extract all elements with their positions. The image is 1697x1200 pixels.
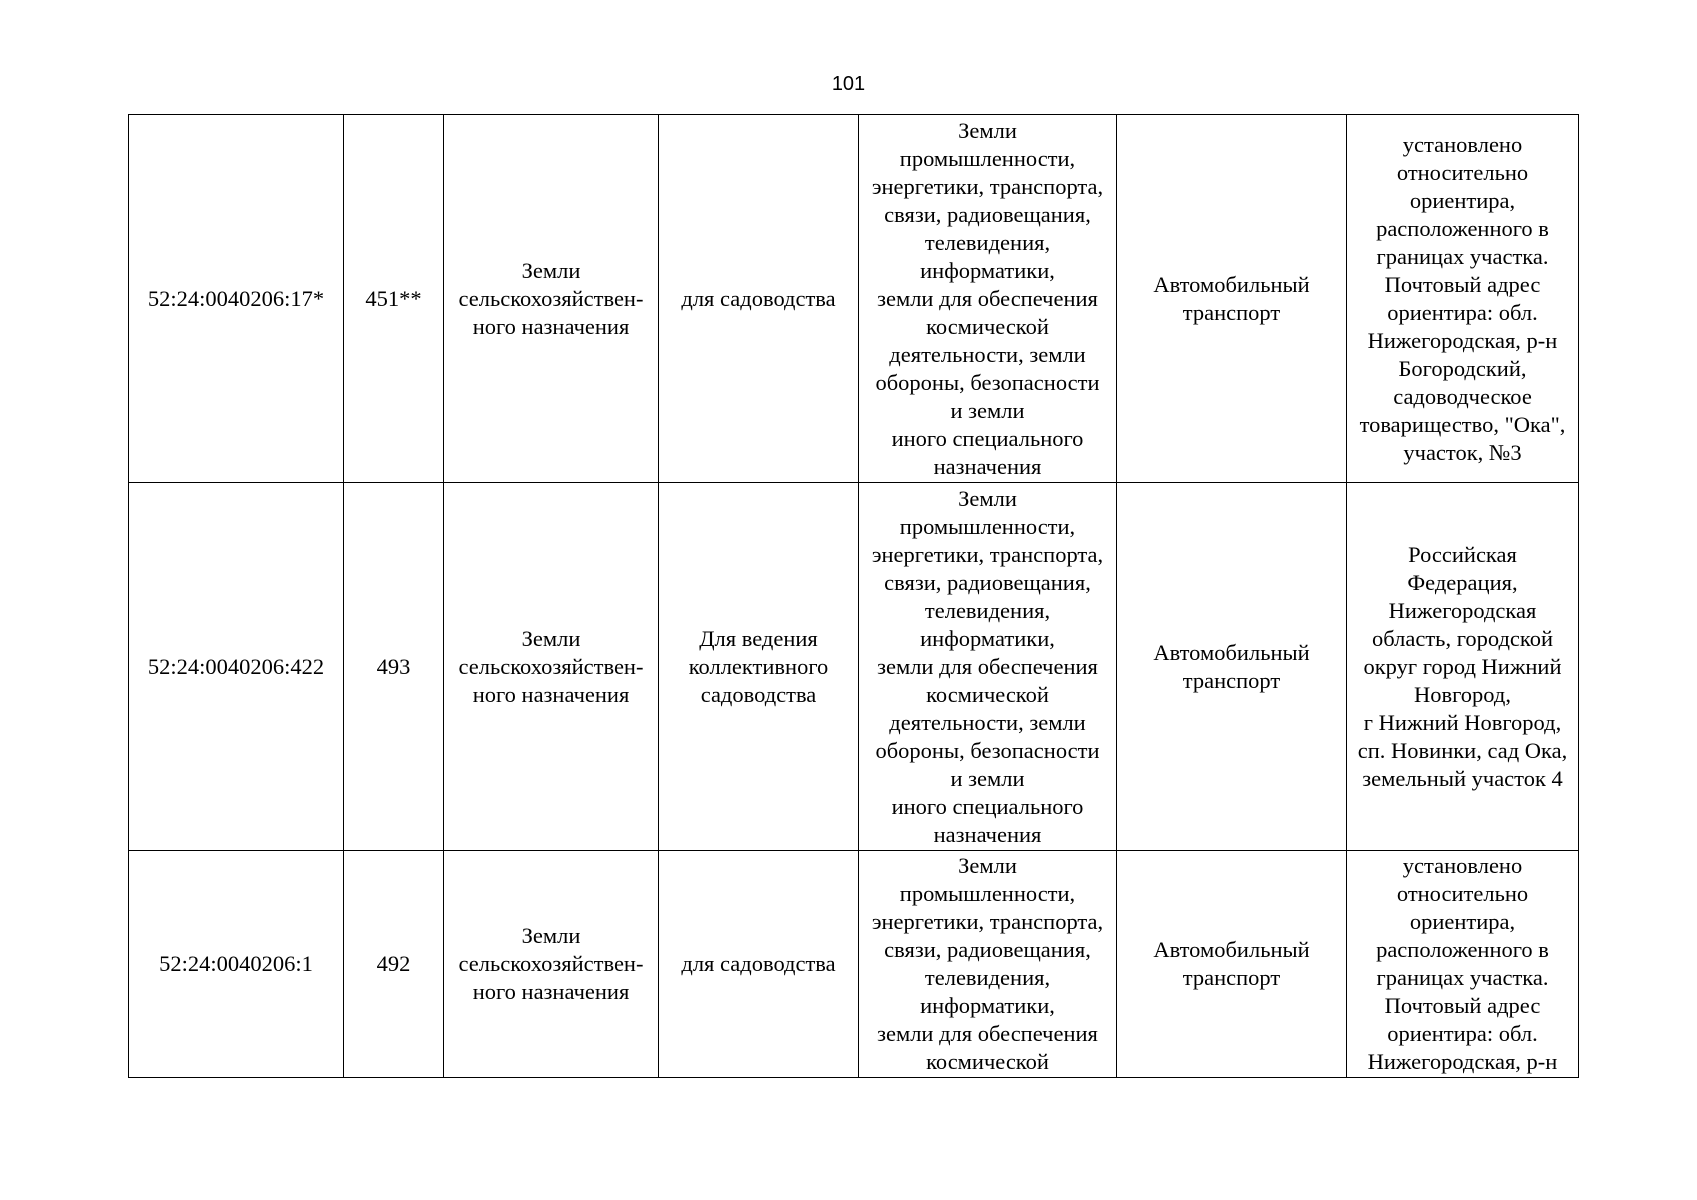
- permitted-use-cell-line: садоводства: [700, 681, 817, 707]
- address-cell-line: участок, №3: [1403, 439, 1522, 465]
- adjacent-category-cell-line: обороны, безопасности: [875, 369, 1100, 395]
- permitted-use-cell-line: коллективного: [688, 653, 829, 679]
- address-cell: [1347, 483, 1579, 851]
- adjacent-category-cell-line: иного специального: [891, 793, 1084, 819]
- adjacent-category-cell-line: телевидения,: [924, 965, 1051, 990]
- address-cell-line: г Нижний Новгород,: [1363, 709, 1562, 735]
- adjacent-category-cell-line: связи, радиовещания,: [884, 201, 1091, 227]
- adjacent-category-cell-line: иного специального: [891, 425, 1084, 451]
- area-cell-line: 492: [376, 951, 411, 976]
- address-cell-line: ориентира: обл.: [1387, 299, 1538, 325]
- land-category-cell-line: Земли: [521, 625, 581, 651]
- adjacent-category-cell-line: земли для обеспечения: [877, 1021, 1098, 1046]
- cadastral-number-cell: [129, 115, 344, 483]
- transport-cell: [1117, 115, 1347, 483]
- adjacent-category-cell-line: космической: [926, 681, 1049, 707]
- adjacent-category-cell: [859, 115, 1117, 483]
- adjacent-category-cell-line: информатики,: [920, 993, 1055, 1018]
- adjacent-category-cell-line: энергетики, транспорта,: [871, 909, 1104, 934]
- adjacent-category-cell-line: телевидения,: [924, 229, 1051, 255]
- land-category-cell-line: Земли: [521, 257, 581, 283]
- adjacent-category-cell-line: промышленности,: [899, 513, 1076, 539]
- adjacent-category-cell-line: и земли: [950, 765, 1025, 791]
- land-category-cell-line: сельскохозяйствен-: [458, 285, 644, 311]
- land-category-cell-line: сельскохозяйствен-: [458, 653, 644, 679]
- address-cell-line: садоводческое: [1393, 383, 1532, 409]
- cadastral-number-cell-line: 52:24:0040206:1: [159, 951, 313, 976]
- adjacent-category-cell-line: Земли: [958, 853, 1017, 878]
- adjacent-category-cell-line: деятельности, земли: [889, 341, 1086, 367]
- transport-cell-line: Автомобильный: [1153, 639, 1310, 665]
- address-cell-line: границах участка.: [1376, 965, 1549, 990]
- address-cell-line: товарищество, "Ока",: [1359, 411, 1566, 437]
- table-body: [129, 115, 1579, 1078]
- transport-cell-line: транспорт: [1182, 965, 1281, 990]
- address-cell-line: Богородский,: [1398, 355, 1527, 381]
- address-cell-line: границах участка.: [1376, 243, 1549, 269]
- area-cell-line: 451**: [365, 285, 422, 311]
- address-cell-line: Нижегородская: [1388, 597, 1537, 623]
- permitted-use-cell-line: для садоводства: [681, 285, 836, 311]
- adjacent-category-cell-line: энергетики, транспорта,: [871, 173, 1104, 199]
- land-category-cell: [444, 851, 659, 1078]
- adjacent-category-cell-line: космической: [926, 313, 1049, 339]
- area-cell-line: 493: [376, 653, 411, 679]
- land-category-cell-line: ного назначения: [472, 681, 630, 707]
- address-cell-line: земельный участок 4: [1362, 765, 1563, 791]
- adjacent-category-cell-line: связи, радиовещания,: [884, 569, 1091, 595]
- adjacent-category-cell-line: земли для обеспечения: [877, 653, 1098, 679]
- permitted-use-cell-line: для садоводства: [681, 951, 836, 976]
- adjacent-category-cell-line: деятельности, земли: [889, 709, 1086, 735]
- land-category-cell: [444, 115, 659, 483]
- cadastral-number-cell-line: 52:24:0040206:17*: [147, 285, 325, 311]
- land-category-cell: [444, 483, 659, 851]
- table-row: [129, 851, 1579, 1078]
- adjacent-category-cell: [859, 851, 1117, 1078]
- address-cell-line: относительно: [1396, 159, 1529, 185]
- transport-cell: [1117, 483, 1347, 851]
- transport-cell: [1117, 851, 1347, 1078]
- permitted-use-cell-line: Для ведения: [699, 625, 818, 651]
- adjacent-category-cell-line: промышленности,: [899, 881, 1076, 906]
- adjacent-category-cell-line: обороны, безопасности: [875, 737, 1100, 763]
- page-number: 101: [831, 73, 866, 95]
- transport-cell-line: Автомобильный: [1153, 271, 1310, 297]
- address-cell-line: округ город Нижний: [1363, 653, 1562, 679]
- land-category-cell-line: ного назначения: [472, 313, 630, 339]
- address-cell-line: Почтовый адрес: [1384, 271, 1541, 297]
- adjacent-category-cell-line: и земли: [950, 397, 1025, 423]
- address-cell-line: Российская: [1408, 541, 1517, 567]
- cadastral-number-cell: [129, 851, 344, 1078]
- adjacent-category-cell-line: Земли: [958, 485, 1017, 511]
- permitted-use-cell: [659, 851, 859, 1078]
- address-cell-line: ориентира: обл.: [1387, 1021, 1538, 1046]
- permitted-use-cell: [659, 483, 859, 851]
- address-cell-line: сп. Новинки, сад Ока,: [1357, 737, 1568, 763]
- area-cell: [344, 483, 444, 851]
- adjacent-category-cell-line: информатики,: [920, 625, 1055, 651]
- address-cell: [1347, 851, 1579, 1078]
- adjacent-category-cell-line: информатики,: [920, 257, 1055, 283]
- address-cell-line: установлено: [1402, 853, 1523, 878]
- address-cell-line: Федерация,: [1407, 569, 1518, 595]
- transport-cell-line: транспорт: [1182, 667, 1281, 693]
- address-cell-line: ориентира,: [1409, 909, 1516, 934]
- adjacent-category-cell-line: связи, радиовещания,: [884, 937, 1091, 962]
- land-category-cell-line: ного назначения: [472, 979, 630, 1004]
- adjacent-category-cell-line: Земли: [958, 117, 1017, 143]
- address-cell-line: Нижегородская, р-н: [1367, 327, 1558, 353]
- adjacent-category-cell-line: земли для обеспечения: [877, 285, 1098, 311]
- cadastral-number-cell-line: 52:24:0040206:422: [147, 653, 325, 679]
- adjacent-category-cell: [859, 483, 1117, 851]
- area-cell: [344, 851, 444, 1078]
- address-cell-line: область, городской: [1372, 625, 1553, 651]
- cadastral-number-cell: [129, 483, 344, 851]
- adjacent-category-cell-line: назначения: [933, 821, 1042, 847]
- adjacent-category-cell-line: телевидения,: [924, 597, 1051, 623]
- address-cell-line: расположенного в: [1376, 937, 1549, 962]
- land-category-cell-line: Земли: [521, 923, 581, 948]
- adjacent-category-cell-line: назначения: [933, 453, 1042, 479]
- transport-cell-line: Автомобильный: [1153, 937, 1310, 962]
- land-plot-table: [128, 114, 1579, 1078]
- address-cell-line: относительно: [1396, 881, 1529, 906]
- table-row: [129, 483, 1579, 851]
- address-cell-line: Нижегородская, р-н: [1367, 1049, 1558, 1074]
- adjacent-category-cell-line: промышленности,: [899, 145, 1076, 171]
- address-cell-line: Почтовый адрес: [1384, 993, 1541, 1018]
- land-category-cell-line: сельскохозяйствен-: [458, 951, 644, 976]
- address-cell: [1347, 115, 1579, 483]
- address-cell-line: Новгород,: [1414, 681, 1511, 707]
- area-cell: [344, 115, 444, 483]
- adjacent-category-cell-line: космической: [926, 1049, 1049, 1074]
- adjacent-category-cell-line: энергетики, транспорта,: [871, 541, 1104, 567]
- address-cell-line: ориентира,: [1409, 187, 1516, 213]
- address-cell-line: расположенного в: [1376, 215, 1549, 241]
- permitted-use-cell: [659, 115, 859, 483]
- table-row: [129, 115, 1579, 483]
- transport-cell-line: транспорт: [1182, 299, 1281, 325]
- address-cell-line: установлено: [1402, 131, 1523, 157]
